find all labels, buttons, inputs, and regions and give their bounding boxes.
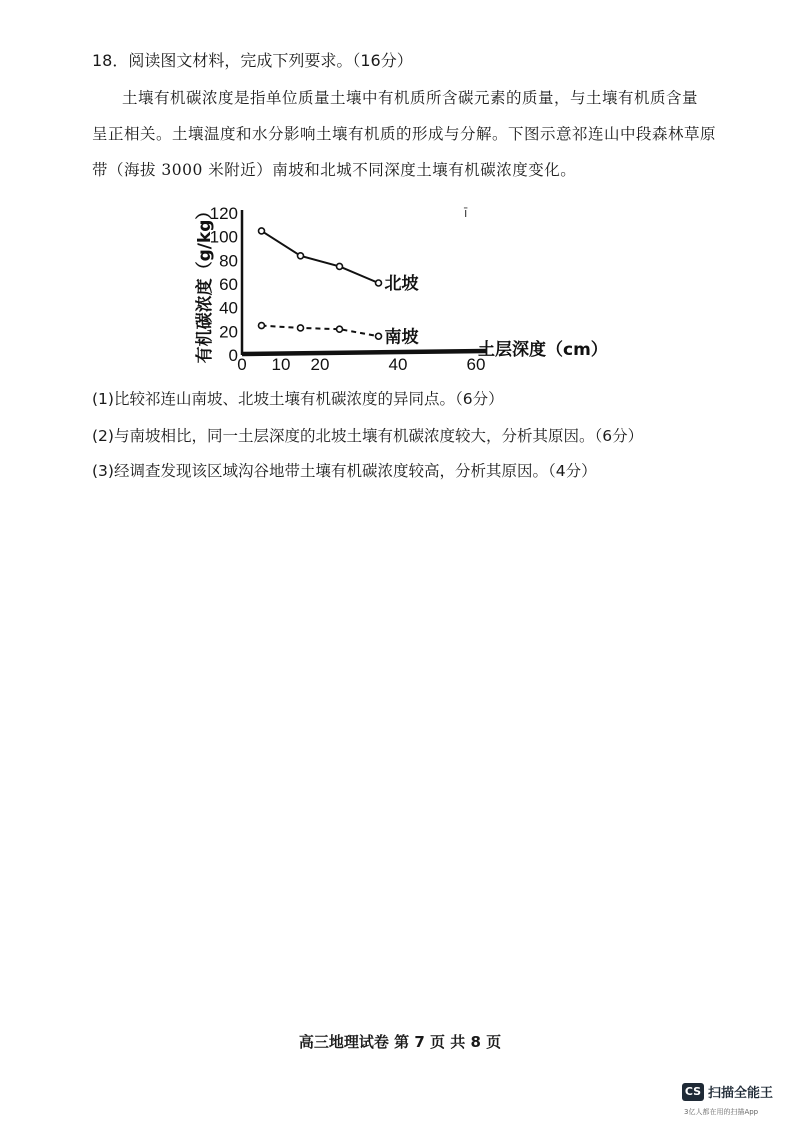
y-tick-label: 60 bbox=[219, 275, 238, 294]
data-point bbox=[376, 333, 382, 339]
question-header: 18．阅读图文材料，完成下列要求。（16分） bbox=[92, 51, 413, 70]
stray-mark: ī bbox=[464, 206, 468, 220]
y-tick-label: 100 bbox=[209, 227, 238, 247]
scanner-badge-icon: CS bbox=[682, 1083, 704, 1101]
y-tick-label: 20 bbox=[219, 322, 238, 342]
x-tick-label: 0 bbox=[237, 355, 247, 373]
data-point bbox=[298, 253, 304, 259]
soil-carbon-chart bbox=[180, 198, 620, 373]
series-label: 南坡 bbox=[384, 327, 419, 348]
sub-question-1: (1)比较祁连山南坡、北坡土壤有机碳浓度的异同点。（6分） bbox=[92, 390, 504, 408]
scanner-tagline: 3亿人都在用的扫描App bbox=[684, 1108, 759, 1116]
data-point bbox=[259, 323, 265, 329]
y-tick-label: 0 bbox=[228, 346, 238, 365]
x-tick-label: 20 bbox=[310, 355, 330, 373]
material-line-3: 带（海拔 3000 米附近）南坡和北城不同深度土壤有机碳浓度变化。 bbox=[92, 161, 577, 179]
x-tick-label: 60 bbox=[466, 355, 486, 373]
page-footer: 高三地理试卷 第 7 页 共 8 页 bbox=[298, 1033, 502, 1051]
material-line-2: 呈正相关。土壤温度和水分影响土壤有机质的形成与分解。下图示意祁连山中段森林草原 bbox=[92, 125, 717, 143]
y-tick-label: 40 bbox=[219, 298, 238, 318]
data-point bbox=[376, 280, 382, 286]
sub-question-3: (3)经调查发现该区域沟谷地带土壤有机碳浓度较高，分析其原因。（4分） bbox=[92, 462, 597, 480]
y-axis-title: 有机碳浓度（g/kg） bbox=[195, 202, 215, 364]
data-point bbox=[337, 326, 343, 332]
scanner-logo bbox=[682, 1081, 790, 1117]
scanner-name: 扫描全能王 bbox=[708, 1086, 774, 1101]
series-line-south bbox=[262, 326, 379, 337]
sub-question-2: (2)与南坡相比，同一土层深度的北坡土壤有机碳浓度较大，分析其原因。（6分） bbox=[92, 427, 644, 445]
y-tick-label: 120 bbox=[209, 204, 238, 223]
data-point bbox=[298, 325, 304, 331]
series-line-north bbox=[262, 231, 379, 283]
data-point bbox=[259, 228, 265, 234]
x-axis-line bbox=[242, 351, 486, 354]
x-tick-label: 40 bbox=[388, 355, 408, 373]
data-point bbox=[337, 263, 343, 269]
series-label: 北坡 bbox=[384, 274, 419, 294]
x-axis-title: 土层深度（cm） bbox=[478, 340, 608, 360]
x-tick-label: 10 bbox=[271, 355, 291, 373]
material-line-1: 土壤有机碳浓度是指单位质量土壤中有机质所含碳元素的质量，与土壤有机质含量 bbox=[122, 89, 699, 107]
y-tick-label: 80 bbox=[219, 251, 238, 271]
